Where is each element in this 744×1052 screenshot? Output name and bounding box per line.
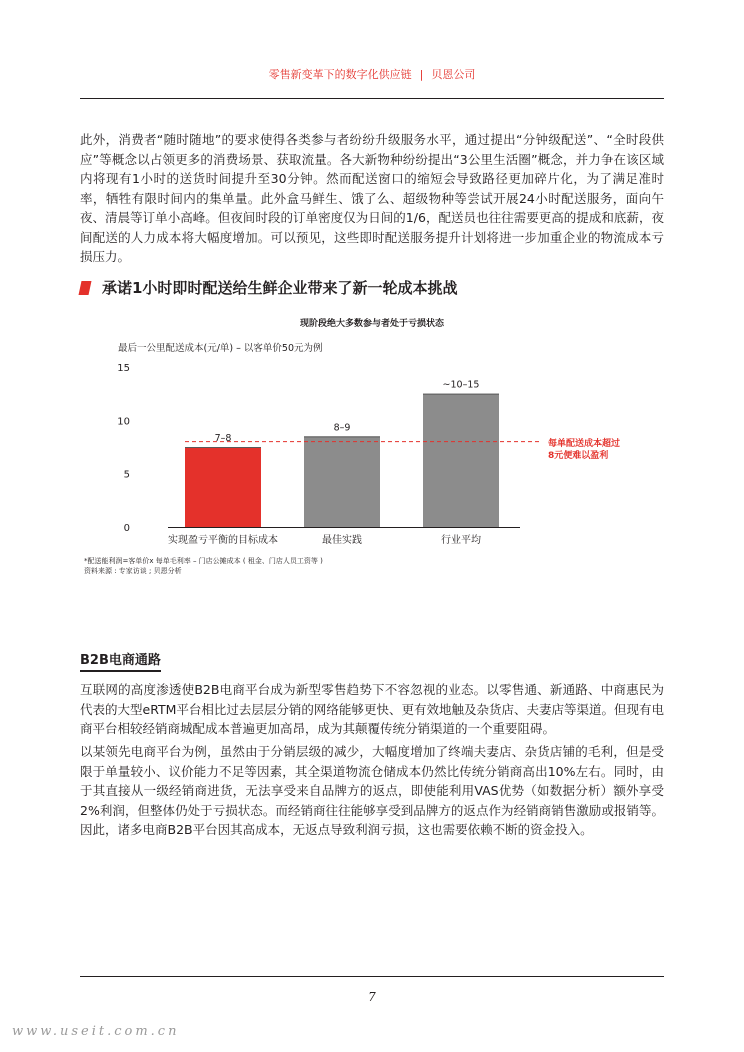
header-title: 零售新变革下的数字化供应链 [268, 68, 412, 81]
paragraph-3: 以某领先电商平台为例，虽然由于分销层级的减少，大幅度增加了终端夫妻店、杂货店铺的毛利，但是受限于单量较小、议价能力不足等因素，其全渠道物流仓储成本仍然比传统分销商高出10%左右。同时，由于其直接从一级经销商进货，无法享受来自品牌方的返点，即使能利用VAS优势（如数据分析）额外享受2%利润，但整体仍处于亏损状态。而经销商往往能够享受到品牌方的返点作为经销商销售激励或报销等。因此，诸多电商B2B平台因其高成本，无返点导致利润亏损，这也需要依赖不断的资金投入。 [80, 744, 664, 837]
annotation-line-1: 每单配送成本超过 [548, 439, 621, 449]
bar [304, 436, 380, 527]
page-number: 7 [368, 990, 376, 1004]
paragraph-1: 此外，消费者“随时随地”的要求使得各类参与者纷纷升级服务水平，通过提出“分钟级配送”、“全时段供应”等概念以占领更多的消费场景、获取流量。各大新物种纷纷提出“3公里生活圈”概念，并力争在该区域内将现有1小时的送货时间提升至30分钟。然而配送窗口的缩短会导致路径更加碎片化，为了满足准时率，牺牲有限时间内的集单量。此外盒马鲜生、饿了么、超级物种等尝试开展24小时配送服务，面向午夜、清晨等订单小高峰。但夜间时段的订单密度仅为日间的1/6，配送员也往往需要更高的提成和底薪，夜间配送的人力成本将大幅度增加。可以预见，这些即时配送服务提升计划将进一步加重企业的物流成本亏损压力。 [80, 132, 664, 264]
footer-rule [80, 976, 664, 977]
x-tick-label: 最佳实践 [322, 535, 362, 546]
data-label: 8–9 [333, 422, 351, 434]
y-tick-label: 0 [123, 523, 130, 534]
paragraph-2: 互联网的高度渗透使B2B电商平台成为新型零售趋势下不容忽视的业态。以零售通、新通路、中商惠民为代表的大型eRTM平台相比过去层层分销的网络能够更快、更有效地触及杂货店、夫妻店等渠道。但现有电商平台相较经销商城配成本普遍更加高昂，成为其颠覆传统分销渠道的一个重要阻碍。 [80, 682, 664, 736]
section-heading-text: 承诺1小时即时配送给生鲜企业带来了新一轮成本挑战 [102, 279, 458, 297]
data-label: 7–8 [214, 433, 232, 444]
chart-source: 资料来源 : 专家访谈 ; 贝恩分析 [84, 567, 182, 575]
watermark: www.useit.com.cn [12, 1024, 180, 1039]
bar [185, 447, 261, 527]
annotation-line-2: 8元便难以盈利 [548, 451, 609, 461]
y-tick-label: 15 [117, 363, 130, 374]
y-tick-label: 10 [117, 416, 130, 428]
bar [423, 394, 499, 527]
chart-title: 现阶段绝大多数参与者处于亏损状态 [299, 319, 444, 329]
y-tick-label: 5 [123, 469, 130, 481]
data-label: ~10–15 [442, 379, 480, 391]
x-tick-label: 行业平均 [441, 535, 481, 546]
chart-ylabel: 最后一公里配送成本(元/单) – 以客单价50元为例 [118, 343, 323, 354]
chart-footnote: *配送能利润=客单价x 每单毛利率 – 门店公摊成本 ( 租金、门店人员工资等 ) [84, 557, 323, 565]
x-tick-label: 实现盈亏平衡的目标成本 [168, 535, 278, 546]
header-company: 贝恩公司 [431, 68, 476, 81]
b2b-heading: B2B电商通路 [80, 649, 161, 672]
header-separator: | [419, 68, 424, 81]
